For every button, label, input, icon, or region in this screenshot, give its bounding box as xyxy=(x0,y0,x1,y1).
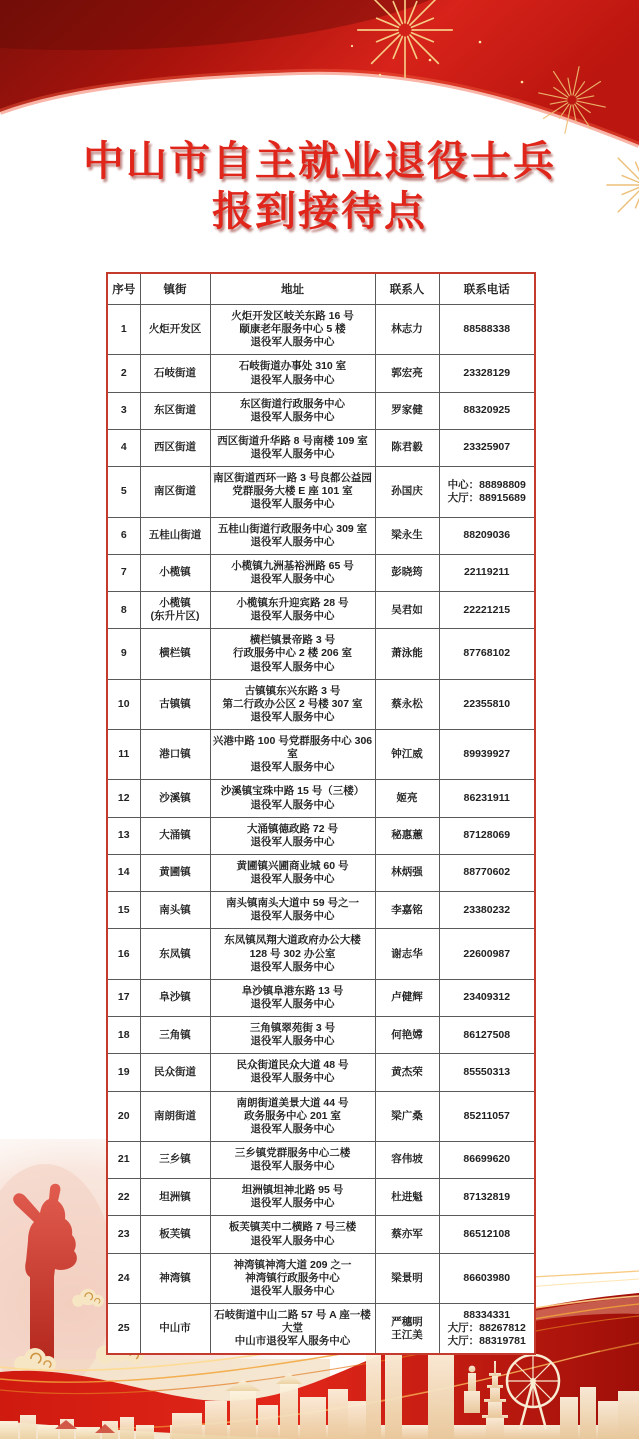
cell-phone: 87768102 xyxy=(439,629,535,679)
cell-town: 石岐街道 xyxy=(140,355,210,392)
cell-address: 三角镇翠苑街 3 号 退役军人服务中心 xyxy=(210,1017,375,1054)
cell-serial-number: 11 xyxy=(107,730,140,780)
table-row xyxy=(107,392,535,429)
title-line-2: 报到接待点 xyxy=(212,187,427,236)
cell-serial-number: 1 xyxy=(107,305,140,355)
cell-contact-person: 罗家健 xyxy=(375,392,439,429)
cell-serial-number: 16 xyxy=(107,929,140,979)
cell-contact-person: 陈君毅 xyxy=(375,429,439,466)
reception-points-table xyxy=(106,272,536,1355)
cell-address: 大涌镇德政路 72 号 退役军人服务中心 xyxy=(210,817,375,854)
cell-serial-number: 19 xyxy=(107,1054,140,1091)
table-row xyxy=(107,780,535,817)
title-line-1: 中山市自主就业退役士兵 xyxy=(83,137,556,185)
cell-serial-number: 14 xyxy=(107,854,140,891)
cell-town: 中山市 xyxy=(140,1304,210,1355)
cell-address: 黄圃镇兴圃商业城 60 号 退役军人服务中心 xyxy=(210,854,375,891)
cell-town: 神湾镇 xyxy=(140,1253,210,1303)
cell-contact-person: 林炳强 xyxy=(375,854,439,891)
cell-serial-number: 6 xyxy=(107,517,140,554)
column-header: 联系电话 xyxy=(439,273,535,305)
cell-phone: 86512108 xyxy=(439,1216,535,1253)
cell-serial-number: 22 xyxy=(107,1179,140,1216)
cell-town: 东凤镇 xyxy=(140,929,210,979)
table-row xyxy=(107,1141,535,1178)
cell-phone: 85550313 xyxy=(439,1054,535,1091)
cell-phone: 22119211 xyxy=(439,554,535,591)
cell-serial-number: 21 xyxy=(107,1141,140,1178)
cell-town: 小榄镇 (东升片区) xyxy=(140,592,210,629)
cell-phone: 86231911 xyxy=(439,780,535,817)
cell-contact-person: 钟江威 xyxy=(375,730,439,780)
table-row xyxy=(107,1054,535,1091)
cell-contact-person: 严穗明 王江美 xyxy=(375,1304,439,1355)
table-row xyxy=(107,467,535,517)
table-row xyxy=(107,1091,535,1141)
cell-address: 西区街道升华路 8 号南楼 109 室 退役军人服务中心 xyxy=(210,429,375,466)
cell-contact-person: 梁广桑 xyxy=(375,1091,439,1141)
cell-address: 兴港中路 100 号党群服务中心 306 室 退役军人服务中心 xyxy=(210,730,375,780)
table-row xyxy=(107,1253,535,1303)
cell-contact-person: 卢健辉 xyxy=(375,979,439,1016)
cell-address: 坦洲镇坦神北路 95 号 退役军人服务中心 xyxy=(210,1179,375,1216)
cell-serial-number: 7 xyxy=(107,554,140,591)
cell-serial-number: 5 xyxy=(107,467,140,517)
cell-town: 大涌镇 xyxy=(140,817,210,854)
cell-phone: 85211057 xyxy=(439,1091,535,1141)
table-row xyxy=(107,1304,535,1355)
cell-phone: 23325907 xyxy=(439,429,535,466)
table-row xyxy=(107,817,535,854)
cell-contact-person: 郭宏亮 xyxy=(375,355,439,392)
cell-contact-person: 蔡永松 xyxy=(375,679,439,729)
cell-phone: 87132819 xyxy=(439,1179,535,1216)
cell-phone: 23380232 xyxy=(439,892,535,929)
cell-serial-number: 18 xyxy=(107,1017,140,1054)
cell-town: 港口镇 xyxy=(140,730,210,780)
cell-phone: 89939927 xyxy=(439,730,535,780)
table-row xyxy=(107,892,535,929)
cell-town: 横栏镇 xyxy=(140,629,210,679)
cell-address: 小榄镇九洲基裕洲路 65 号 退役军人服务中心 xyxy=(210,554,375,591)
cell-town: 板芙镇 xyxy=(140,1216,210,1253)
table-row xyxy=(107,629,535,679)
cell-contact-person: 吴君如 xyxy=(375,592,439,629)
page-title xyxy=(0,136,639,236)
table-row xyxy=(107,1216,535,1253)
cell-phone: 88320925 xyxy=(439,392,535,429)
column-header: 镇街 xyxy=(140,273,210,305)
cell-town: 五桂山街道 xyxy=(140,517,210,554)
cell-contact-person: 杜进魁 xyxy=(375,1179,439,1216)
cell-serial-number: 20 xyxy=(107,1091,140,1141)
cell-address: 南头镇南头大道中 59 号之一 退役军人服务中心 xyxy=(210,892,375,929)
cell-town: 民众街道 xyxy=(140,1054,210,1091)
cell-contact-person: 梁景明 xyxy=(375,1253,439,1303)
cell-address: 东凤镇凤翔大道政府办公大楼 128 号 302 办公室 退役军人服务中心 xyxy=(210,929,375,979)
column-header: 联系人 xyxy=(375,273,439,305)
cell-address: 板芙镇芙中二横路 7 号三楼 退役军人服务中心 xyxy=(210,1216,375,1253)
cell-town: 三角镇 xyxy=(140,1017,210,1054)
cell-phone: 23328129 xyxy=(439,355,535,392)
cell-town: 沙溪镇 xyxy=(140,780,210,817)
table-row xyxy=(107,554,535,591)
cell-address: 民众街道民众大道 48 号 退役军人服务中心 xyxy=(210,1054,375,1091)
table-row xyxy=(107,730,535,780)
cell-town: 小榄镇 xyxy=(140,554,210,591)
cell-town: 黄圃镇 xyxy=(140,854,210,891)
table-row xyxy=(107,517,535,554)
cell-contact-person: 李嘉铭 xyxy=(375,892,439,929)
cell-serial-number: 13 xyxy=(107,817,140,854)
table-row xyxy=(107,592,535,629)
cell-serial-number: 24 xyxy=(107,1253,140,1303)
cell-contact-person: 谢志华 xyxy=(375,929,439,979)
table-row xyxy=(107,1179,535,1216)
cell-town: 南区街道 xyxy=(140,467,210,517)
cell-address: 火炬开发区岐关东路 16 号 颐康老年服务中心 5 楼 退役军人服务中心 xyxy=(210,305,375,355)
table-row xyxy=(107,1017,535,1054)
cell-address: 石岐街道中山二路 57 号 A 座一楼大堂 中山市退役军人服务中心 xyxy=(210,1304,375,1355)
cell-contact-person: 孙国庆 xyxy=(375,467,439,517)
cell-serial-number: 3 xyxy=(107,392,140,429)
cell-address: 沙溪镇宝珠中路 15 号（三楼） 退役军人服务中心 xyxy=(210,780,375,817)
cell-contact-person: 姬亮 xyxy=(375,780,439,817)
table-row xyxy=(107,979,535,1016)
cell-address: 横栏镇景帝路 3 号 行政服务中心 2 楼 206 室 退役军人服务中心 xyxy=(210,629,375,679)
cell-phone: 22355810 xyxy=(439,679,535,729)
table-body xyxy=(107,305,535,1355)
cell-contact-person: 萧泳能 xyxy=(375,629,439,679)
cell-address: 小榄镇东升迎宾路 28 号 退役军人服务中心 xyxy=(210,592,375,629)
cell-town: 阜沙镇 xyxy=(140,979,210,1016)
table-row xyxy=(107,854,535,891)
cell-contact-person: 黄杰荣 xyxy=(375,1054,439,1091)
cell-town: 坦洲镇 xyxy=(140,1179,210,1216)
column-header: 地址 xyxy=(210,273,375,305)
cell-phone: 中心：88898809 大厅：88915689 xyxy=(439,467,535,517)
cell-contact-person: 秘惠蕙 xyxy=(375,817,439,854)
cell-town: 南朗街道 xyxy=(140,1091,210,1141)
cell-contact-person: 彭晓筠 xyxy=(375,554,439,591)
cell-serial-number: 17 xyxy=(107,979,140,1016)
cell-serial-number: 2 xyxy=(107,355,140,392)
cell-phone: 88588338 xyxy=(439,305,535,355)
cell-phone: 88770602 xyxy=(439,854,535,891)
cell-address: 南区街道西环一路 3 号良都公益园 党群服务大楼 E 座 101 室 退役军人服务中心 xyxy=(210,467,375,517)
table-row xyxy=(107,429,535,466)
cell-address: 神湾镇神湾大道 209 之一 神湾镇行政服务中心 退役军人服务中心 xyxy=(210,1253,375,1303)
table-row xyxy=(107,305,535,355)
cell-contact-person: 何艳嫦 xyxy=(375,1017,439,1054)
cell-phone: 86603980 xyxy=(439,1253,535,1303)
cell-town: 火炬开发区 xyxy=(140,305,210,355)
cell-phone: 23409312 xyxy=(439,979,535,1016)
cell-phone: 88334331 大厅：88267812 大厅：88319781 xyxy=(439,1304,535,1355)
cell-address: 东区街道行政服务中心 退役军人服务中心 xyxy=(210,392,375,429)
cell-serial-number: 23 xyxy=(107,1216,140,1253)
table-row xyxy=(107,929,535,979)
cell-phone: 87128069 xyxy=(439,817,535,854)
cell-address: 阜沙镇阜港东路 13 号 退役军人服务中心 xyxy=(210,979,375,1016)
cell-contact-person: 梁永生 xyxy=(375,517,439,554)
cell-town: 三乡镇 xyxy=(140,1141,210,1178)
cell-address: 五桂山街道行政服务中心 309 室 退役军人服务中心 xyxy=(210,517,375,554)
cell-phone: 22221215 xyxy=(439,592,535,629)
cell-serial-number: 9 xyxy=(107,629,140,679)
column-header: 序号 xyxy=(107,273,140,305)
cell-phone: 88209036 xyxy=(439,517,535,554)
cell-town: 南头镇 xyxy=(140,892,210,929)
cell-address: 古镇镇东兴东路 3 号 第二行政办公区 2 号楼 307 室 退役军人服务中心 xyxy=(210,679,375,729)
cell-contact-person: 容伟坡 xyxy=(375,1141,439,1178)
cell-contact-person: 林志力 xyxy=(375,305,439,355)
cell-phone: 22600987 xyxy=(439,929,535,979)
cell-serial-number: 4 xyxy=(107,429,140,466)
cell-town: 西区街道 xyxy=(140,429,210,466)
table-row xyxy=(107,355,535,392)
cell-serial-number: 8 xyxy=(107,592,140,629)
cell-contact-person: 蔡亦军 xyxy=(375,1216,439,1253)
table-row xyxy=(107,679,535,729)
cell-serial-number: 25 xyxy=(107,1304,140,1355)
cell-town: 古镇镇 xyxy=(140,679,210,729)
table-header xyxy=(107,273,535,305)
red-ribbon-wave-icon xyxy=(0,0,639,145)
cell-address: 三乡镇党群服务中心二楼 退役军人服务中心 xyxy=(210,1141,375,1178)
cell-phone: 86699620 xyxy=(439,1141,535,1178)
cell-town: 东区街道 xyxy=(140,392,210,429)
cell-phone: 86127508 xyxy=(439,1017,535,1054)
cell-serial-number: 10 xyxy=(107,679,140,729)
cell-serial-number: 15 xyxy=(107,892,140,929)
cell-serial-number: 12 xyxy=(107,780,140,817)
cell-address: 南朗街道美景大道 44 号 政务服务中心 201 室 退役军人服务中心 xyxy=(210,1091,375,1141)
cell-address: 石岐街道办事处 310 室 退役军人服务中心 xyxy=(210,355,375,392)
